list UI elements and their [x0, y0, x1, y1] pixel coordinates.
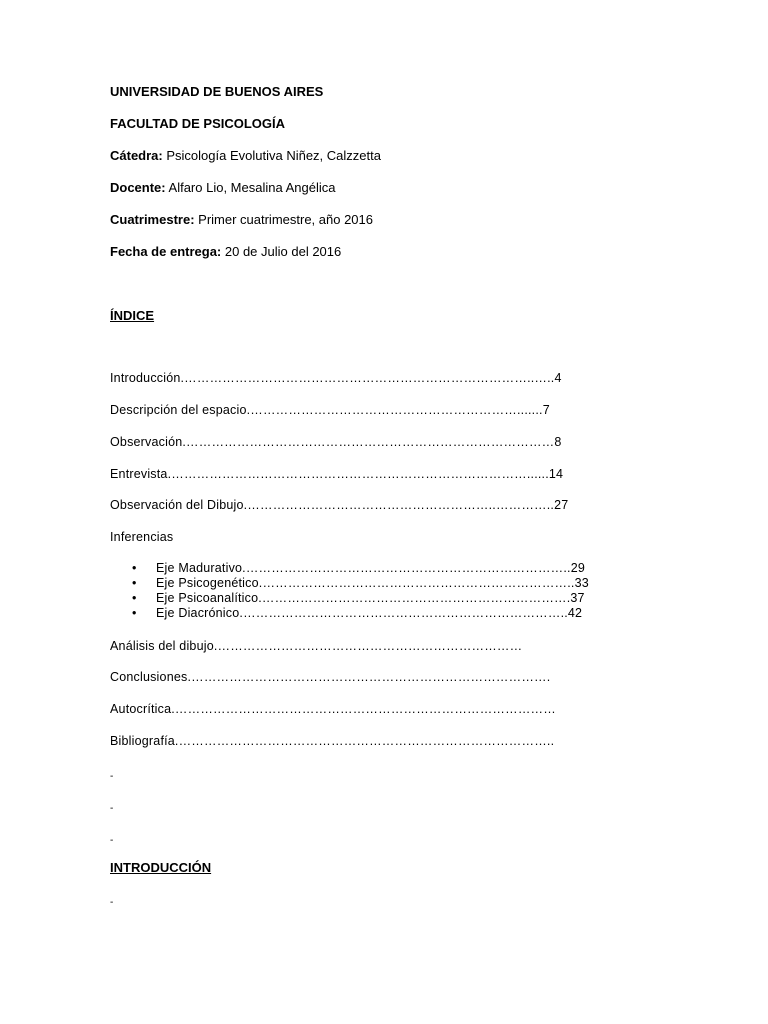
docente-line [110, 180, 335, 196]
cuatrimestre-value: Primer cuatrimestre, año 2016 [194, 212, 373, 227]
introduction-title: INTRODUCCIÓN [110, 860, 212, 875]
dash-marker: - [110, 897, 114, 908]
toc-sub-entry [132, 606, 582, 621]
catedra-label: Cátedra: [110, 148, 163, 163]
toc-sub-entry-text: Eje Diacrónico.…………………………………………………………………..42 [156, 606, 583, 620]
toc-sub-entry [132, 591, 585, 606]
toc-entry: Conclusiones.…………………………………………………………………………. [110, 670, 551, 684]
cuatrimestre-line [110, 212, 373, 228]
catedra-line [110, 148, 381, 164]
toc-entry: Entrevista.…………………………………………………………………………......14 [110, 467, 564, 481]
fecha-value: 20 de Julio del 2016 [221, 244, 342, 259]
docente-value: Alfaro Lio, Mesalina Angélica [165, 180, 336, 195]
bullet-icon: • [132, 591, 137, 605]
bullet-icon: • [132, 576, 137, 590]
fecha-line [110, 244, 341, 260]
toc-entry: Descripción del espacio.……………………………………………………….......7 [110, 403, 550, 417]
university-name: UNIVERSIDAD DE BUENOS AIRES [110, 84, 324, 99]
cuatrimestre-label: Cuatrimestre: [110, 212, 195, 227]
bullet-icon: • [132, 606, 137, 620]
index-title: ÍNDICE [110, 308, 155, 323]
bullet-icon: • [132, 561, 137, 575]
toc-entry: Análisis del dibujo.……………………………………………………………… [110, 639, 523, 653]
toc-sub-entry-text: Eje Psicoanalítico.……………………………………………………………….37 [156, 591, 585, 605]
toc-entry: Bibliografía.…………………………………………………………………………….. [110, 734, 555, 748]
dash-marker: - [110, 803, 114, 814]
faculty-name: FACULTAD DE PSICOLOGÍA [110, 116, 286, 131]
dash-marker: - [110, 835, 114, 846]
toc-entry: Autocrítica.……………………………………………………………………………… [110, 702, 556, 716]
toc-entry: Introducción.………………………………………………………………………..…..4 [110, 371, 562, 385]
dash-marker: - [110, 771, 114, 782]
toc-entry: Observación.……………………………………………………………………………8 [110, 435, 562, 449]
toc-sub-entry-text: Eje Madurativo.…………………………………………………………………..29 [156, 561, 585, 575]
fecha-label: Fecha de entrega: [110, 244, 222, 259]
catedra-value: Psicología Evolutiva Niñez, Calzzetta [162, 148, 381, 163]
toc-entry: Observación del Dibujo.…………………………………………………..…………..27 [110, 498, 569, 512]
toc-sub-entry-text: Eje Psicogenético.………………………………………………………………..33 [156, 576, 589, 590]
toc-sub-entry [132, 561, 585, 576]
toc-entry: Inferencias [110, 530, 174, 544]
docente-label: Docente: [110, 180, 166, 195]
toc-sub-entry [132, 576, 589, 591]
